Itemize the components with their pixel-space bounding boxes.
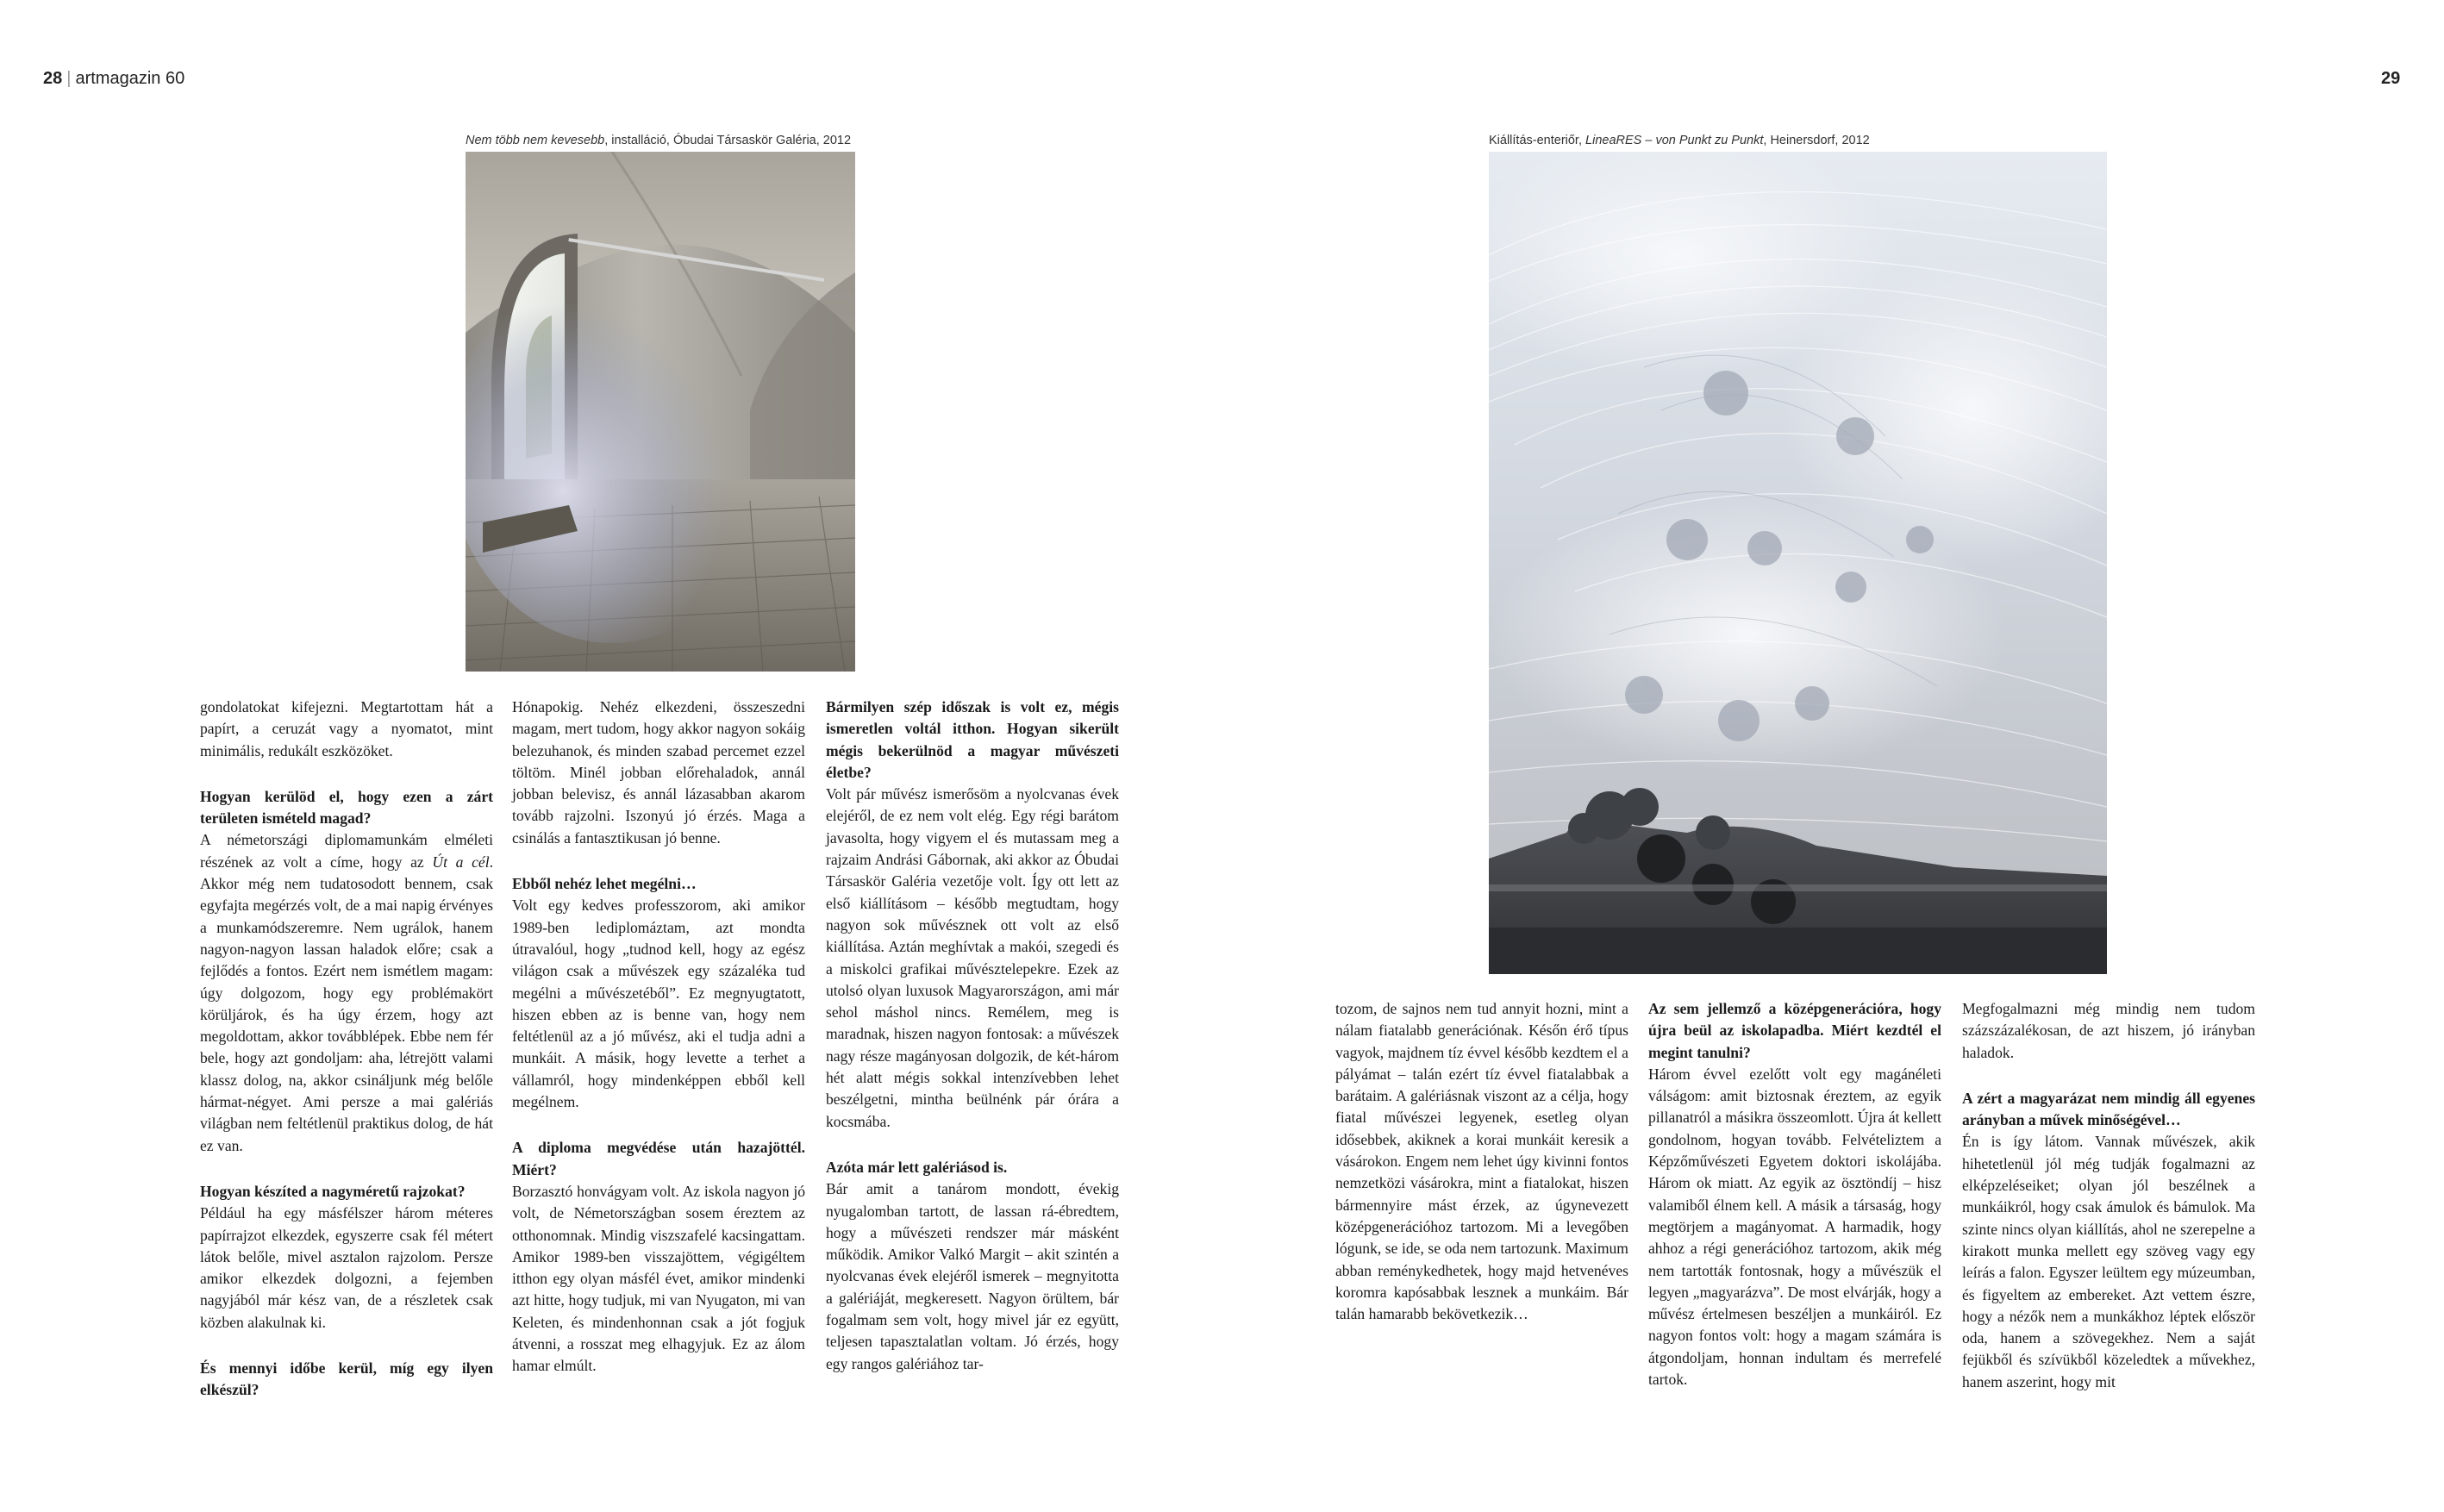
interview-question: Azóta már lett galériásod is. <box>826 1158 1008 1176</box>
right-caption-prefix: Kiállítás-enteriőr, <box>1489 134 1586 147</box>
interview-answer: Például ha egy másfélszer három méteres papírrajzot elkezdek, egyszerre csak fél métert látok belőle, mivel asztalon rajzolom. Persze amikor elkezdek dolgozni, a fejemben nagyjából már kész van, de a részletek csak közben alakulnak ki. <box>200 1204 493 1331</box>
column-2-paragraph: Hónapokig. Nehéz elkezdeni, összeszedni magam, mert tudom, hogy akkor nagyon sokáig belezuhanok, és minden szabad percemet ezzel töltöm. Minél jobban előrehaladok, annál jobban belevisz, és annál lázasabban akarom tovább rajzolni. Iszonyú jó érzés. Maga a csinálás a fantasztikusan jó benne. <box>512 698 805 847</box>
left-page-number: 28 <box>43 69 63 88</box>
interview-question: Bármilyen szép időszak is volt ez, mégis ismeretlen voltál itthon. Hogyan sikerült mégis bekerülnöd a magyar művészeti életbe? <box>826 698 1119 781</box>
interview-question: És mennyi időbe kerül, míg egy ilyen elkészül? <box>200 1359 493 1399</box>
interview-answer <box>200 829 493 1156</box>
interview-answer: Három évvel ezelőtt volt egy magánéleti válságom: amit biztosnak éreztem, az egyik pillanatról a másikra összeomlott. Újra át kellett gondolnom, hogyan tovább. Felvételiztem a Képzőművészeti Egyetem doktori iskolájába. Három ok miatt. Az egyik az ösztöndíj – hisz valamiből élnem kell. A másik a társaság, hogy megtörjem a magányomat. A harmadik, hogy ahhoz a régi generációhoz tartozom, akik még nem tartották fontosnak, hogy a művészük el legyen „magyarázva”. De most elvárják, hogy a művész értelmesen beszéljen a munkáiról. Ez nagyon fontos volt: hogy a magam számára is átgondoljam, honnan indultam és merrefelé tartok. <box>1648 1065 1941 1389</box>
interview-answer: Volt egy kedves professzorom, aki amikor 1989-ben lediplomáztam, azt mondta útravalóul, hogy „tudnod kell, hogy az egész világon csak a művészek egy százaléka tud megélni a művészetéből”. Ez megnyugtatott, hiszen ebben az is benne van, hogy nem feltétlenül az a jó művész, aki el tudja adni a munkáit. A másik, hogy levette a terhet a vállamról, hogy mindenképpen ebből kell megélnem. <box>512 897 805 1111</box>
interview-question: A zért a magyarázat nem mindig áll egyenes arányban a művek minőségével… <box>1962 1089 2255 1129</box>
right-figure-caption <box>1489 134 1870 147</box>
left-caption-details: , installáció, Óbudai Társaskör Galéria, 2012 <box>604 134 852 147</box>
interview-answer: Volt pár művész ismerősöm a nyolcvanas évek elejéről, de ez nem volt elég. Egy régi barátom javasolta, hogy vigyem el és mutassam meg a rajzaim Andrási Gábornak, aki akkor az Óbudai Társaskör Galéria vezetője volt. Így ott lett az első kiállításom – később megtudtam, hogy nagyon sok művésznek ott volt az első kiállítása. Aztán meghívtak a makói, szegedi és a miskolci grafikai művésztelepekre. Ezek az utolsó olyan luxusok Magyarországon, ami már sehol máshol nincs. Remélem, meg is maradnak, hiszen nagyon fontosak: a művészek nagy része magányosan dolgozik, de két-három hét alatt mégis sokkal intenzívebben lehet beszélgetni, mintha beülnénk pár órára a kocsmába. <box>826 785 1119 1130</box>
right-page-folio <box>2381 69 2400 89</box>
text-column-2 <box>512 697 805 1402</box>
interview-answer: Én is így látom. Vannak művészek, akik hihetetlenül jól még tudják fogalmazni az elképzeléseiket; olyan jól beszélnek a munkáikról, hogy csak ámulok és bámulok. Ma szinte nincs olyan kiállítás, ahol ne szerepelne a kirakott munka mellett egy szöveg vagy egy leírás a falon. Egyszer leültem egy múzeumban, és figyeltem az embereket. Azt vettem észre, hogy a nézők nem a munkákhoz léptek először oda, hanem a szövegekhez. Nem a saját fejükből és szívükből közeledtek a művekhez, hanem aszerint, hogy mit <box>1962 1133 2255 1390</box>
column-4-paragraph: tozom, de sajnos nem tud annyit hozni, mint a nálam fiatalabb generációnak. Későn érő típus vagyok, majdnem tíz évvel később kezdtem el a pályámat – talán ezért tíz évvel fiatalabbak a barátaim. A galériásnak viszont az a célja, hogy fiatal művészei legyenek, esetleg olyan idősebbek, akiknek a korai munkáit keresik a vásárokon. Engem nem lehet úgy kivinni fontos nemzetközi vásárokra, mint a fiatalokat, hiszen bármennyire mást érzek, az úgynevezett középgenerációhoz tartozom. Mi a levegőben lógunk, se ide, se oda nem tartozunk. Maximum abban reménykedhetek, hogy majd hetvenéves koromra kapósabbak lesznek a munkáim. Bár talán hamarabb bekövetkezik… <box>1335 1000 1628 1323</box>
answer-text: . Akkor még nem tudatosodott bennem, csak egyfajta megérzés volt, de a mai napig érvényes a munkamódszeremre. Nem ugrálok, hanem nagyon-nagyon lassan haladok előre; csak a fejlődés a fontos. Ezért nem ismétlem magam: úgy dolgozom, hogy egy problémakört körüljárok, és ha úgy érzem, hogy azt megoldottam, akkor továbblépek. Ebbe nem fér bele, hogy azt gondoljam: aha, létrejött valami klassz dolog, na, akkor csináljunk még belőle hármat-négyet. Ami persze a mai galériás világban nem feltétlenül praktikus dolog, de hát ez van. <box>200 853 493 1154</box>
interview-answer: Borzasztó honvágyam volt. Az iskola nagyon jó volt, de Németországban sosem éreztem az otthonomnak. Mindig viszszafelé kacsingattam. Amikor 1989-ben visszajöttem, végigéltem itthon egy olyan másfél évet, amikor mindenki azt hitte, hogy tudjuk, mi van Nyugaton, mi van Keleten, és mindenhonnan csak a jót fogjuk átvenni, a rosszat meg elhagyjuk. Ez az álom hamar elmúlt. <box>512 1182 805 1375</box>
text-column-1 <box>200 697 493 1402</box>
installation-photo-image <box>466 152 855 672</box>
answer-text: A németországi diplomamunkám elméleti részének az volt a címe, hogy az <box>200 831 493 871</box>
column-6-paragraph: Megfogalmazni még mindig nem tudom százszázalékosan, de azt hiszem, jó irányban haladok. <box>1962 1000 2255 1061</box>
interview-question: Hogyan kerülöd el, hogy ezen a zárt területen ismételd magad? <box>200 787 493 828</box>
text-column-4 <box>1335 998 1628 1349</box>
interview-question: A diploma megvédése után hazajöttél. Miért? <box>512 1139 805 1178</box>
left-figure-caption <box>466 134 851 147</box>
exhibition-photo-image <box>1489 152 2107 974</box>
interview-question: Hogyan készíted a nagyméretű rajzokat? <box>200 1182 466 1200</box>
installation-photo <box>466 152 855 672</box>
right-caption-title: LineaRES – von Punkt zu Punkt <box>1585 134 1764 147</box>
interview-question: Ebből nehéz lehet megélni… <box>512 875 697 893</box>
text-column-6 <box>1962 998 2255 1417</box>
right-page-number: 29 <box>2381 69 2401 88</box>
folio-separator: | <box>66 69 72 88</box>
thesis-title: Út a cél <box>432 853 490 871</box>
left-page-folio <box>43 69 184 89</box>
interview-answer: Bár amit a tanárom mondott, évekig nyugalomban tartott, de lassan rá-ébredtem, hogy a művészeti rendszer már másként működik. Amikor Valkó Margit – akit szintén a nyolcvanas évek elejéről ismerek – megnyitotta a galériáját, megkeresett. Nagyon örültem, bár fogalmam sem volt, hogy mivel jár ez együtt, teljesen tapasztalatlan voltam. Jó érzés, hogy egy rangos galériához tar- <box>826 1180 1119 1372</box>
text-column-3 <box>826 697 1119 1399</box>
left-caption-title: Nem több nem kevesebb <box>466 134 605 147</box>
magazine-title: artmagazin 60 <box>75 69 185 88</box>
column-1-paragraph: gondolatokat kifejezni. Megtartottam hát a papírt, a ceruzát vagy a nyomatot, mint minimális, redukált eszközöket. <box>200 698 493 759</box>
text-column-5 <box>1648 998 1941 1415</box>
interview-question: Az sem jellemző a középgenerációra, hogy újra beül az iskolapadba. Miért kezdtél el megint tanulni? <box>1648 1000 1941 1061</box>
exhibition-photo <box>1489 152 2107 974</box>
right-caption-details: , Heinersdorf, 2012 <box>1763 134 1870 147</box>
